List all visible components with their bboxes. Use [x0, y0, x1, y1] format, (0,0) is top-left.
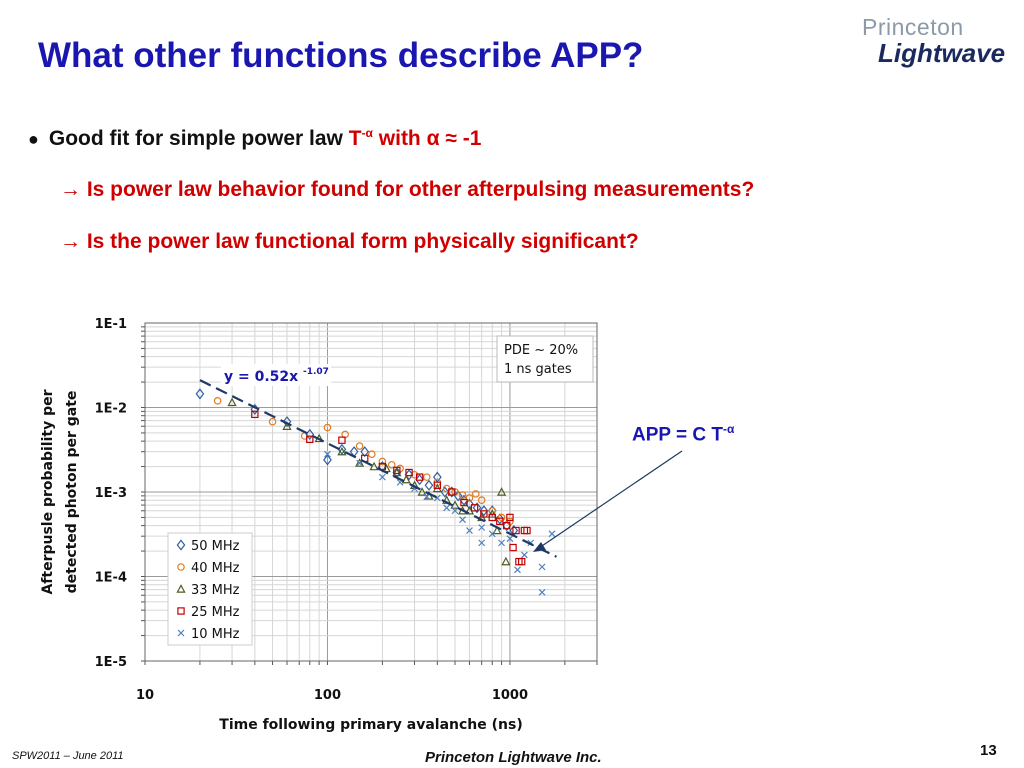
x-axis-title: Time following primary avalanche (ns)	[219, 717, 523, 733]
fit-equation-label: y = 0.52x	[224, 369, 299, 385]
annotation-line: 1 ns gates	[504, 362, 572, 377]
footer-conference: SPW2011 – June 2011	[12, 750, 124, 762]
power-law-chart	[0, 300, 1024, 740]
y-axis-title-line-1: Afterpusle probability per	[40, 389, 56, 595]
fit-equation-exponent: -1.07	[303, 367, 329, 377]
arrow-line-1: → Is power law behavior found for other afterpulsing measurements?	[60, 178, 755, 201]
y-axis-title-line-2: detected photon per gate	[64, 390, 80, 594]
x-tick-label: 10	[135, 688, 155, 703]
bullet-text: Good fit for simple power law	[48, 127, 349, 150]
y-tick-label: 1E-3	[94, 486, 127, 501]
logo-line-1: Princeton	[862, 14, 964, 40]
bullet-good-fit	[28, 126, 481, 151]
legend-label: 50 MHz	[191, 539, 240, 554]
y-tick-label: 1E-1	[94, 317, 127, 332]
y-tick-label: 1E-4	[94, 570, 127, 586]
princeton-lightwave-logo	[858, 14, 1018, 74]
annotation-line: PDE ~ 20%	[504, 343, 579, 358]
footer-company: Princeton Lightwave Inc.	[425, 749, 602, 766]
bullet-dot: ●	[28, 129, 39, 149]
legend-label: 33 MHz	[191, 583, 240, 598]
legend-label: 10 MHz	[191, 627, 240, 642]
app-equation-exp: -α	[722, 422, 735, 436]
x-tick-label: 100	[313, 688, 342, 703]
page-number: 13	[980, 742, 997, 759]
app-equation-label	[632, 422, 734, 446]
legend-label: 40 MHz	[191, 561, 240, 576]
arrow-line-2: → Is the power law functional form physically significant?	[60, 230, 639, 253]
legend-label: 25 MHz	[191, 605, 240, 620]
x-tick-label: 1000	[491, 688, 529, 703]
y-tick-label: 1E-2	[94, 401, 127, 417]
logo-line-2: Lightwave	[878, 38, 1006, 68]
bullet-alpha: α ≈ -1	[426, 127, 482, 150]
slide-title: What other functions describe APP?	[38, 36, 644, 75]
app-equation-main: APP = C T	[632, 424, 723, 446]
bullet-T: T	[348, 127, 362, 150]
y-tick-label: 1E-5	[94, 655, 127, 670]
bullet-exp: -α	[361, 126, 373, 140]
bullet-with: with	[372, 127, 427, 150]
